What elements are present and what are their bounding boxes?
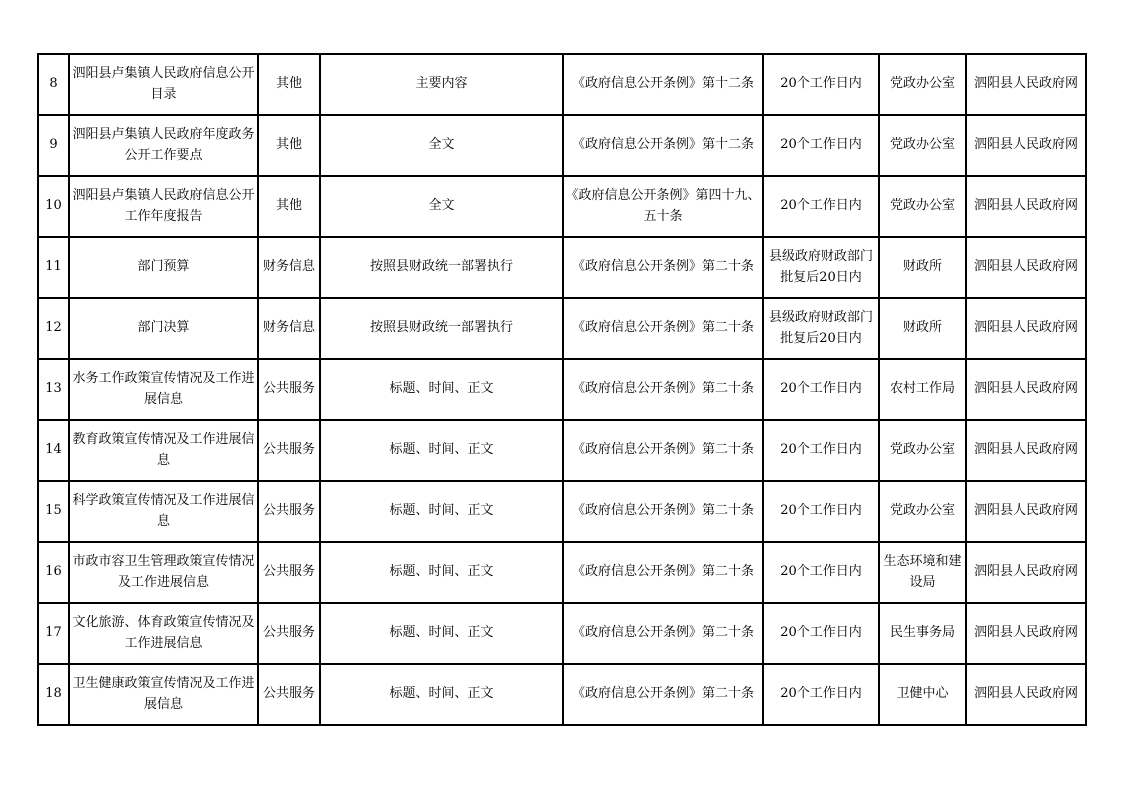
cell-responsible-dept: 农村工作局 [879, 359, 966, 420]
table-row [38, 54, 1086, 115]
cell-responsible-dept: 党政办公室 [879, 115, 966, 176]
cell-legal-basis: 《政府信息公开条例》第二十条 [563, 237, 763, 298]
cell-responsible-dept: 财政所 [879, 298, 966, 359]
cell-responsible-dept: 卫健中心 [879, 664, 966, 725]
cell-item-name: 卫生健康政策宣传情况及工作进展信息 [69, 664, 258, 725]
cell-publish-channel: 泗阳县人民政府网 [966, 359, 1086, 420]
cell-time-limit: 20个工作日内 [763, 481, 879, 542]
cell-legal-basis: 《政府信息公开条例》第二十条 [563, 664, 763, 725]
cell-responsible-dept: 党政办公室 [879, 481, 966, 542]
cell-time-limit: 20个工作日内 [763, 664, 879, 725]
cell-content: 标题、时间、正文 [320, 420, 563, 481]
cell-row-number: 14 [38, 420, 69, 481]
cell-row-number: 12 [38, 298, 69, 359]
cell-row-number: 18 [38, 664, 69, 725]
disclosure-table-body [38, 54, 1086, 725]
cell-responsible-dept: 生态环境和建设局 [879, 542, 966, 603]
disclosure-table [37, 53, 1087, 726]
table-row [38, 542, 1086, 603]
table-row [38, 664, 1086, 725]
cell-publish-channel: 泗阳县人民政府网 [966, 237, 1086, 298]
cell-time-limit: 20个工作日内 [763, 115, 879, 176]
cell-content: 标题、时间、正文 [320, 542, 563, 603]
cell-legal-basis: 《政府信息公开条例》第二十条 [563, 298, 763, 359]
cell-responsible-dept: 民生事务局 [879, 603, 966, 664]
cell-time-limit: 县级政府财政部门批复后20日内 [763, 237, 879, 298]
cell-time-limit: 20个工作日内 [763, 420, 879, 481]
cell-row-number: 15 [38, 481, 69, 542]
cell-row-number: 16 [38, 542, 69, 603]
cell-responsible-dept: 党政办公室 [879, 176, 966, 237]
cell-category: 公共服务 [258, 359, 320, 420]
table-row [38, 603, 1086, 664]
cell-item-name: 泗阳县卢集镇人民政府信息公开工作年度报告 [69, 176, 258, 237]
cell-legal-basis: 《政府信息公开条例》第十二条 [563, 115, 763, 176]
cell-item-name: 教育政策宣传情况及工作进展信息 [69, 420, 258, 481]
table-row [38, 481, 1086, 542]
cell-category: 公共服务 [258, 664, 320, 725]
cell-publish-channel: 泗阳县人民政府网 [966, 298, 1086, 359]
cell-row-number: 9 [38, 115, 69, 176]
cell-category: 财务信息 [258, 237, 320, 298]
cell-time-limit: 20个工作日内 [763, 359, 879, 420]
cell-category: 公共服务 [258, 481, 320, 542]
cell-time-limit: 20个工作日内 [763, 603, 879, 664]
cell-time-limit: 20个工作日内 [763, 54, 879, 115]
cell-item-name: 水务工作政策宣传情况及工作进展信息 [69, 359, 258, 420]
cell-legal-basis: 《政府信息公开条例》第二十条 [563, 603, 763, 664]
cell-row-number: 13 [38, 359, 69, 420]
cell-content: 标题、时间、正文 [320, 603, 563, 664]
cell-item-name: 部门决算 [69, 298, 258, 359]
table-row [38, 176, 1086, 237]
cell-row-number: 10 [38, 176, 69, 237]
cell-publish-channel: 泗阳县人民政府网 [966, 420, 1086, 481]
cell-publish-channel: 泗阳县人民政府网 [966, 481, 1086, 542]
cell-item-name: 泗阳县卢集镇人民政府信息公开目录 [69, 54, 258, 115]
cell-category: 公共服务 [258, 420, 320, 481]
cell-category: 公共服务 [258, 542, 320, 603]
cell-item-name: 泗阳县卢集镇人民政府年度政务公开工作要点 [69, 115, 258, 176]
cell-item-name: 文化旅游、体育政策宣传情况及工作进展信息 [69, 603, 258, 664]
cell-publish-channel: 泗阳县人民政府网 [966, 542, 1086, 603]
cell-legal-basis: 《政府信息公开条例》第四十九、五十条 [563, 176, 763, 237]
cell-publish-channel: 泗阳县人民政府网 [966, 54, 1086, 115]
cell-publish-channel: 泗阳县人民政府网 [966, 115, 1086, 176]
table-row [38, 237, 1086, 298]
cell-content: 标题、时间、正文 [320, 664, 563, 725]
cell-legal-basis: 《政府信息公开条例》第二十条 [563, 420, 763, 481]
cell-content: 标题、时间、正文 [320, 481, 563, 542]
cell-content: 全文 [320, 115, 563, 176]
cell-publish-channel: 泗阳县人民政府网 [966, 664, 1086, 725]
cell-responsible-dept: 党政办公室 [879, 54, 966, 115]
cell-legal-basis: 《政府信息公开条例》第二十条 [563, 359, 763, 420]
cell-content: 标题、时间、正文 [320, 359, 563, 420]
cell-row-number: 17 [38, 603, 69, 664]
cell-content: 按照县财政统一部署执行 [320, 237, 563, 298]
cell-content: 全文 [320, 176, 563, 237]
cell-legal-basis: 《政府信息公开条例》第二十条 [563, 481, 763, 542]
cell-time-limit: 20个工作日内 [763, 542, 879, 603]
cell-row-number: 11 [38, 237, 69, 298]
cell-time-limit: 20个工作日内 [763, 176, 879, 237]
cell-item-name: 科学政策宣传情况及工作进展信息 [69, 481, 258, 542]
cell-category: 财务信息 [258, 298, 320, 359]
cell-time-limit: 县级政府财政部门批复后20日内 [763, 298, 879, 359]
cell-item-name: 部门预算 [69, 237, 258, 298]
cell-content: 主要内容 [320, 54, 563, 115]
cell-content: 按照县财政统一部署执行 [320, 298, 563, 359]
cell-responsible-dept: 财政所 [879, 237, 966, 298]
cell-publish-channel: 泗阳县人民政府网 [966, 176, 1086, 237]
cell-category: 其他 [258, 176, 320, 237]
cell-category: 其他 [258, 115, 320, 176]
table-row [38, 359, 1086, 420]
cell-legal-basis: 《政府信息公开条例》第十二条 [563, 54, 763, 115]
table-row [38, 420, 1086, 481]
cell-publish-channel: 泗阳县人民政府网 [966, 603, 1086, 664]
cell-category: 公共服务 [258, 603, 320, 664]
cell-item-name: 市政市容卫生管理政策宣传情况及工作进展信息 [69, 542, 258, 603]
table-row [38, 115, 1086, 176]
cell-responsible-dept: 党政办公室 [879, 420, 966, 481]
cell-category: 其他 [258, 54, 320, 115]
cell-row-number: 8 [38, 54, 69, 115]
cell-legal-basis: 《政府信息公开条例》第二十条 [563, 542, 763, 603]
table-row [38, 298, 1086, 359]
